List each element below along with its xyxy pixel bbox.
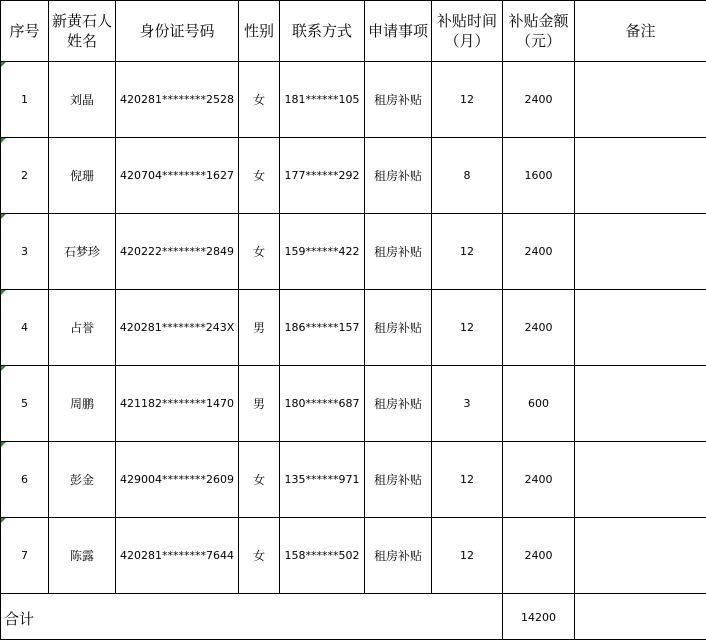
cell-contact: 181******105	[280, 62, 365, 138]
header-gender: 性别	[239, 1, 280, 62]
cell-amount: 2400	[503, 518, 575, 594]
cell-item: 租房补贴	[365, 290, 432, 366]
cell-seq	[1, 442, 49, 518]
cell-item: 租房补贴	[365, 214, 432, 290]
cell-months: 12	[432, 214, 503, 290]
cell-contact: 177******292	[280, 138, 365, 214]
cell-remark	[575, 138, 706, 214]
table-row	[1, 442, 706, 518]
cell-id: 420281********7644	[116, 518, 239, 594]
cell-remark	[575, 62, 706, 138]
cell-name: 倪珊	[49, 138, 116, 214]
cell-gender: 女	[239, 214, 280, 290]
cell-marker	[1, 138, 6, 143]
cell-item: 租房补贴	[365, 62, 432, 138]
cell-item: 租房补贴	[365, 366, 432, 442]
cell-seq-text: 2	[21, 169, 28, 182]
total-row	[1, 594, 706, 640]
header-seq: 序号	[1, 1, 49, 62]
cell-remark	[575, 518, 706, 594]
header-name	[49, 1, 116, 62]
cell-months: 12	[432, 518, 503, 594]
header-remark: 备注	[575, 1, 706, 62]
cell-seq-text: 4	[21, 321, 28, 334]
cell-name: 石梦珍	[49, 214, 116, 290]
table-row	[1, 366, 706, 442]
table-row	[1, 518, 706, 594]
cell-id: 420281********243X	[116, 290, 239, 366]
cell-marker	[1, 442, 6, 447]
header-amount-line2: （元）	[503, 31, 574, 51]
header-contact: 联系方式	[280, 1, 365, 62]
cell-amount: 1600	[503, 138, 575, 214]
cell-remark	[575, 290, 706, 366]
cell-contact: 180******687	[280, 366, 365, 442]
header-amount-line1: 补贴金额	[503, 11, 574, 31]
cell-item: 租房补贴	[365, 518, 432, 594]
cell-name: 占誉	[49, 290, 116, 366]
cell-remark	[575, 442, 706, 518]
header-id: 身份证号码	[116, 1, 239, 62]
cell-seq-text: 6	[21, 473, 28, 486]
total-label: 合计	[1, 594, 503, 640]
cell-gender: 女	[239, 442, 280, 518]
cell-remark	[575, 214, 706, 290]
cell-contact: 159******422	[280, 214, 365, 290]
table-row	[1, 290, 706, 366]
cell-seq	[1, 366, 49, 442]
cell-seq	[1, 518, 49, 594]
cell-gender: 男	[239, 290, 280, 366]
table-row	[1, 62, 706, 138]
cell-amount: 2400	[503, 62, 575, 138]
cell-id: 420222********2849	[116, 214, 239, 290]
cell-months: 12	[432, 442, 503, 518]
cell-seq	[1, 62, 49, 138]
cell-id: 420704********1627	[116, 138, 239, 214]
header-amount	[503, 1, 575, 62]
table-row	[1, 214, 706, 290]
header-months-line2: （月）	[432, 31, 502, 51]
cell-gender: 女	[239, 518, 280, 594]
cell-months: 12	[432, 62, 503, 138]
cell-id: 421182********1470	[116, 366, 239, 442]
cell-id: 420281********2528	[116, 62, 239, 138]
total-remark	[575, 594, 706, 640]
cell-seq-text: 7	[21, 549, 28, 562]
cell-seq-text: 1	[21, 93, 28, 106]
cell-seq	[1, 290, 49, 366]
cell-name: 彭金	[49, 442, 116, 518]
cell-months: 8	[432, 138, 503, 214]
cell-gender: 男	[239, 366, 280, 442]
header-row	[1, 1, 706, 62]
total-amount: 14200	[503, 594, 575, 640]
cell-marker	[1, 290, 6, 295]
cell-seq	[1, 214, 49, 290]
cell-item: 租房补贴	[365, 138, 432, 214]
cell-contact: 135******971	[280, 442, 365, 518]
cell-marker	[1, 62, 6, 67]
cell-name: 陈露	[49, 518, 116, 594]
cell-remark	[575, 366, 706, 442]
cell-marker	[1, 214, 6, 219]
cell-seq-text: 3	[21, 245, 28, 258]
cell-amount: 2400	[503, 442, 575, 518]
cell-marker	[1, 518, 6, 523]
header-item: 申请事项	[365, 1, 432, 62]
cell-marker	[1, 366, 6, 371]
header-name-line1: 新黄石人	[49, 11, 115, 31]
cell-name: 刘晶	[49, 62, 116, 138]
cell-gender: 女	[239, 138, 280, 214]
cell-seq	[1, 138, 49, 214]
cell-name: 周鹏	[49, 366, 116, 442]
cell-months: 12	[432, 290, 503, 366]
header-months-line1: 补贴时间	[432, 11, 502, 31]
table-row	[1, 138, 706, 214]
cell-amount: 600	[503, 366, 575, 442]
cell-contact: 158******502	[280, 518, 365, 594]
header-months	[432, 1, 503, 62]
cell-id: 429004********2609	[116, 442, 239, 518]
cell-seq-text: 5	[21, 397, 28, 410]
cell-contact: 186******157	[280, 290, 365, 366]
cell-amount: 2400	[503, 290, 575, 366]
header-name-line2: 姓名	[49, 31, 115, 51]
cell-months: 3	[432, 366, 503, 442]
cell-item: 租房补贴	[365, 442, 432, 518]
cell-gender: 女	[239, 62, 280, 138]
cell-amount: 2400	[503, 214, 575, 290]
